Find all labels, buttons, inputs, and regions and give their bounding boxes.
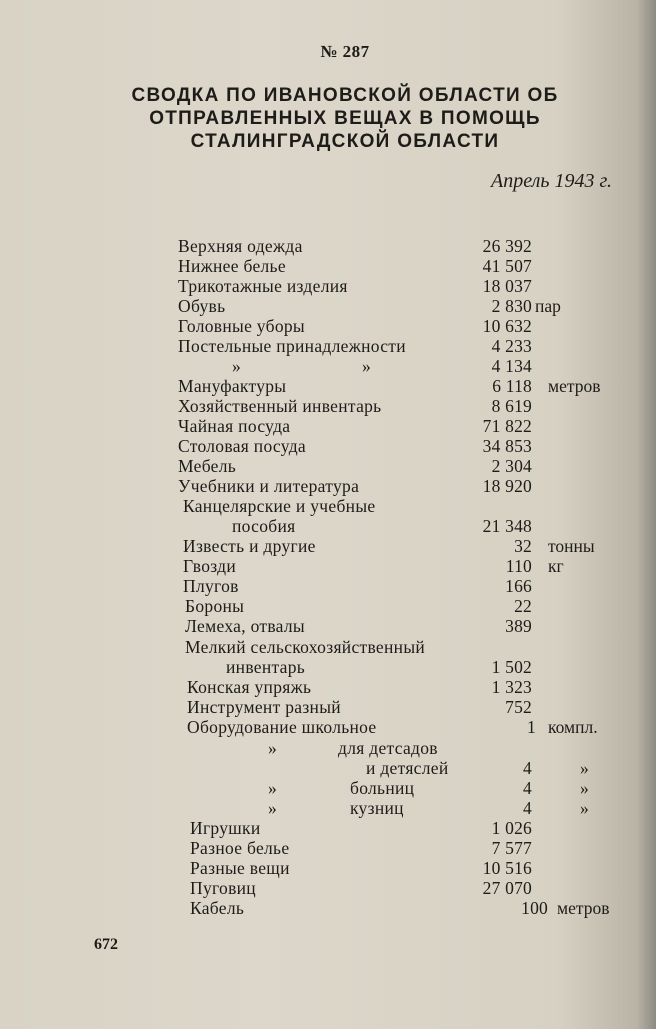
item-label: Разное белье — [190, 838, 290, 858]
item-value: 26 392 — [482, 236, 532, 256]
ditto-mark: » — [268, 798, 278, 818]
ditto-mark: » — [362, 356, 372, 376]
page-number: 672 — [94, 936, 118, 953]
item-row — [0, 697, 656, 717]
item-label: больниц — [350, 778, 415, 798]
item-label: Мебель — [178, 456, 237, 476]
ditto-mark: » — [268, 778, 278, 798]
item-label: Обувь — [178, 296, 226, 316]
item-value: 110 — [505, 556, 532, 576]
item-row — [0, 637, 656, 657]
item-unit: » — [580, 778, 589, 798]
document-number: № 287 — [320, 42, 370, 61]
item-value: 41 507 — [482, 256, 532, 276]
item-unit: метров — [557, 898, 610, 918]
item-value: 2 304 — [491, 456, 532, 476]
item-value: 18 037 — [482, 276, 532, 296]
item-label: Разные вещи — [190, 858, 290, 878]
item-row — [0, 717, 656, 737]
item-row — [0, 436, 656, 456]
item-row — [0, 616, 656, 636]
item-row — [0, 878, 656, 898]
item-value: 22 — [514, 596, 532, 616]
item-value: 2 830 — [491, 296, 532, 316]
item-row — [0, 456, 656, 476]
item-value: 7 577 — [491, 838, 532, 858]
item-unit: метров — [548, 376, 601, 396]
document-date: Апрель 1943 г. — [491, 170, 612, 192]
item-row — [0, 496, 656, 516]
item-row — [0, 356, 656, 376]
item-value: 6 118 — [492, 376, 532, 396]
ditto-mark: » — [268, 738, 278, 758]
item-row — [0, 596, 656, 616]
item-value: 4 134 — [491, 356, 532, 376]
item-label: Конская упряжь — [187, 677, 312, 697]
title-line-3: СТАЛИНГРАДСКОЙ ОБЛАСТИ — [190, 131, 500, 152]
item-label: Кабель — [190, 898, 245, 918]
document-title — [100, 84, 590, 153]
item-label: Канцелярские и учебные — [183, 496, 376, 516]
item-label-continued: и детяслей — [366, 758, 449, 778]
item-value: 752 — [505, 697, 532, 717]
item-value: 1 323 — [491, 677, 532, 697]
item-label: Нижнее белье — [178, 256, 286, 276]
item-row — [0, 476, 656, 496]
item-label: Хозяйственный инвентарь — [178, 396, 382, 416]
item-value: 32 — [514, 536, 532, 556]
item-row — [0, 416, 656, 436]
item-unit: пар — [535, 296, 561, 316]
item-label: для детсадов — [338, 738, 438, 758]
item-label: Мануфактуры — [178, 376, 287, 396]
item-row — [0, 818, 656, 838]
item-value: 21 348 — [482, 516, 532, 536]
item-row — [0, 798, 656, 818]
item-value: 4 — [523, 798, 532, 818]
item-value: 1 026 — [491, 818, 532, 838]
item-row — [0, 556, 656, 576]
item-row — [0, 336, 656, 356]
item-value: 4 — [523, 758, 532, 778]
item-row — [0, 898, 656, 918]
item-label: Постельные принадлежности — [178, 336, 406, 356]
item-label-continued: пособия — [232, 516, 296, 536]
item-row — [0, 576, 656, 596]
item-label: Лемеха, отвалы — [185, 616, 305, 636]
item-value: 71 822 — [482, 416, 532, 436]
item-label: Гвозди — [183, 556, 237, 576]
item-label: Чайная посуда — [178, 416, 291, 436]
item-row — [0, 657, 656, 677]
item-unit: » — [580, 758, 589, 778]
item-label: Головные уборы — [178, 316, 305, 336]
item-label: Мелкий сельскохозяйственный — [185, 637, 426, 657]
item-label: Трикотажные изделия — [178, 276, 348, 296]
item-value: 10 516 — [482, 858, 532, 878]
item-row — [0, 516, 656, 536]
item-row — [0, 778, 656, 798]
item-value: 27 070 — [482, 878, 532, 898]
item-row — [0, 376, 656, 396]
item-row — [0, 758, 656, 778]
item-label: Верхняя одежда — [178, 236, 303, 256]
item-label: Столовая посуда — [178, 436, 306, 456]
item-unit: » — [580, 798, 589, 818]
item-label: кузниц — [350, 798, 404, 818]
item-label: Игрушки — [190, 818, 261, 838]
item-value: 4 — [523, 778, 532, 798]
item-value: 34 853 — [482, 436, 532, 456]
item-row — [0, 276, 656, 296]
item-label: Учебники и литература — [178, 476, 360, 496]
item-value: 10 632 — [482, 316, 532, 336]
item-label: Инструмент разный — [187, 697, 341, 717]
item-value: 389 — [505, 616, 532, 636]
item-row — [0, 858, 656, 878]
item-label: Бороны — [185, 596, 245, 616]
item-row — [0, 296, 656, 316]
item-row — [0, 536, 656, 556]
title-line-1: СВОДКА ПО ИВАНОВСКОЙ ОБЛАСТИ ОБ — [131, 85, 559, 106]
item-unit: компл. — [548, 717, 598, 737]
item-unit: кг — [548, 556, 564, 576]
item-row — [0, 256, 656, 276]
item-value: 1 — [527, 717, 536, 737]
item-row — [0, 677, 656, 697]
item-value: 4 233 — [491, 336, 532, 356]
item-row — [0, 838, 656, 858]
item-row — [0, 738, 656, 758]
item-unit: тонны — [548, 536, 595, 556]
item-label: Известь и другие — [183, 536, 316, 556]
item-value: 8 619 — [491, 396, 532, 416]
ditto-mark: » — [232, 356, 242, 376]
item-label: Плугов — [183, 576, 239, 596]
item-value: 1 502 — [491, 657, 532, 677]
item-label: Пуговиц — [190, 878, 256, 898]
item-value: 100 — [521, 898, 548, 918]
item-label: Оборудование школьное — [187, 717, 377, 737]
item-label-continued: инвентарь — [226, 657, 306, 677]
item-row — [0, 316, 656, 336]
item-row — [0, 396, 656, 416]
title-line-2: ОТПРАВЛЕННЫХ ВЕЩАХ В ПОМОЩЬ — [149, 108, 541, 129]
item-value: 166 — [505, 576, 532, 596]
item-value: 18 920 — [482, 476, 532, 496]
item-row — [0, 236, 656, 256]
